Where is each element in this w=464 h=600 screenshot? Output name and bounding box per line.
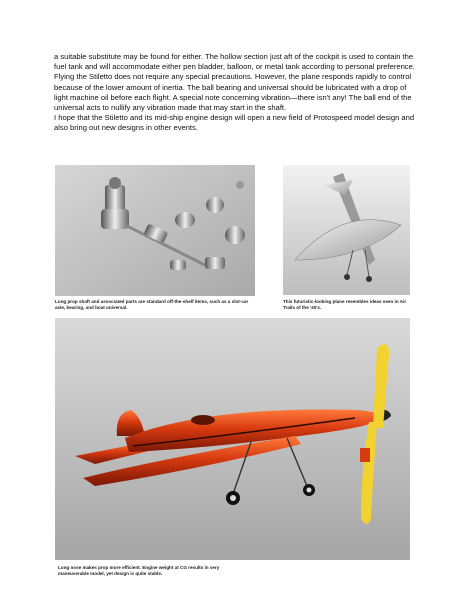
engine-parts-illustration bbox=[55, 165, 255, 296]
caption-plane-top: This futuristic-looking plane resembles ideas seen in Air Trails of the '40's. bbox=[283, 299, 407, 310]
photo-plane-main bbox=[55, 318, 410, 560]
caption-engine-parts: Long prop shaft and associated parts are standard off-the-shelf items, such as a slot-car axle, bearing, and boat universal. bbox=[55, 299, 249, 310]
article-body bbox=[54, 52, 420, 134]
photo-engine-parts bbox=[55, 165, 255, 296]
paragraph-3: I hope that the Stiletto and its mid-ship engine design will open a new field of Protospeed model design and also bring out new designs in other events. bbox=[54, 113, 415, 133]
photo-plane-top bbox=[283, 165, 410, 295]
paragraph-2: Flying the Stiletto does not require any special precautions. However, the plane responds rapidly to control because of the lower amount of inertia. The ball bearing and universal should be lubricated with a drop of light machine oil before each flight. A special note concerning vibration—there isn't any! The ball end of the universal acts to nullify any vibration made that may start in the shaft. bbox=[54, 72, 412, 113]
paragraph-1: a suitable substitute may be found for either. The hollow section just aft of the cockpit is used to contain the fuel tank and will accommodate either pen bladder, balloon, or metal tank according to personal preference. bbox=[54, 52, 415, 72]
plane-top-illustration bbox=[283, 165, 410, 295]
plane-main-illustration bbox=[55, 318, 410, 560]
caption-plane-main: Long nose makes prop more efficient. Engine weight at CG results in very maneuverable model, yet design is quite stable. bbox=[58, 565, 220, 576]
